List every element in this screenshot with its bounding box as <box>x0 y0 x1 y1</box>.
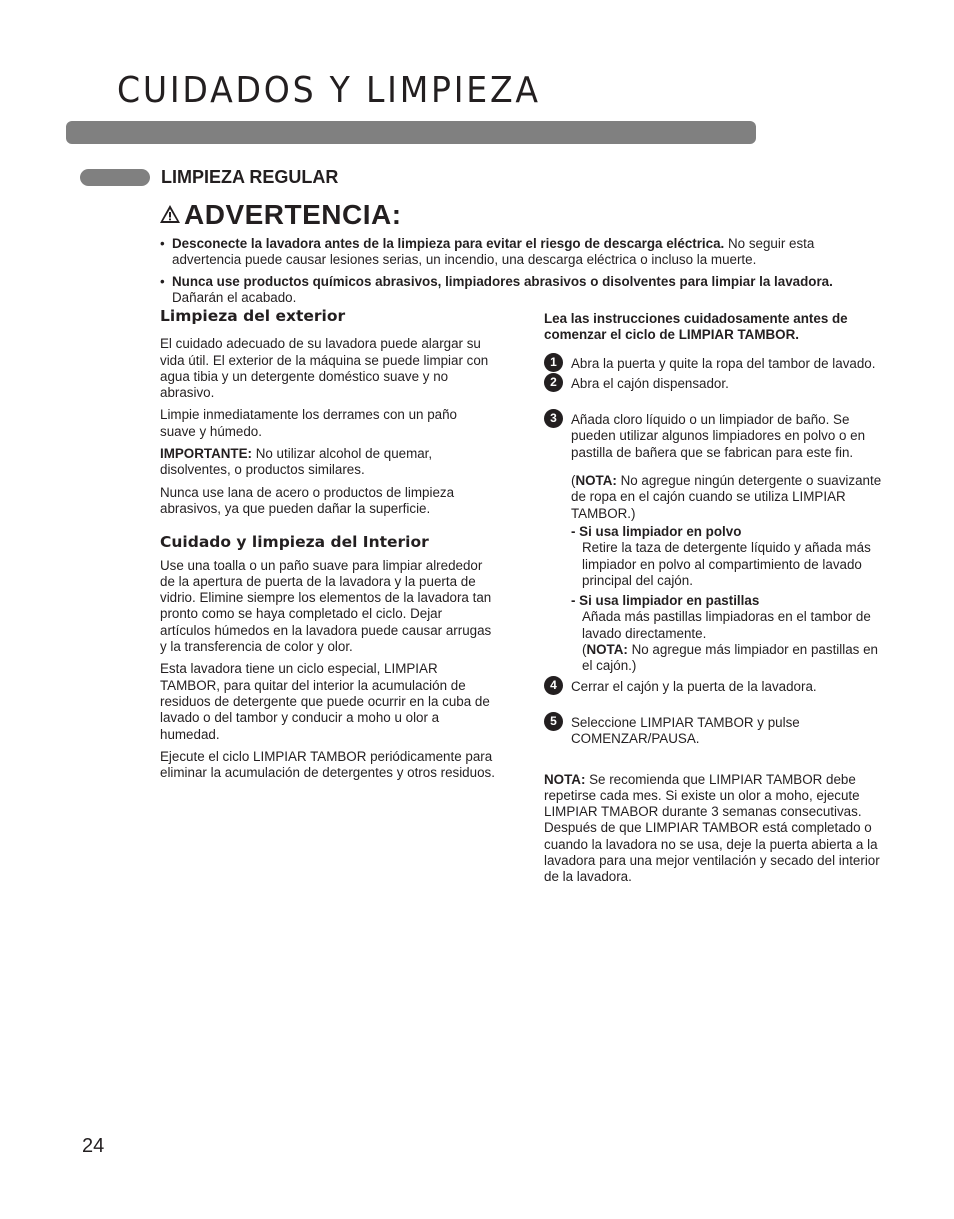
warning-item-text: No seguir esta advertencia puede causar lesiones serias, un incendio, una descarga eléctrica o incluso la muerte. <box>172 236 815 267</box>
exterior-important <box>160 446 496 479</box>
step-note <box>571 473 884 522</box>
note-paren: ( <box>571 473 576 489</box>
step-text: Añada cloro líquido o un limpiador de baño. Se pueden utilizar algunos limpiadores en polvo o en pastilla de bañera que se fabrican para este fin. <box>571 412 866 460</box>
step-number: 1 <box>544 353 563 372</box>
warning-heading-text: ADVERTENCIA: <box>184 199 402 230</box>
warning-item <box>160 236 880 268</box>
exterior-paragraph: El cuidado adecuado de su lavadora puede alargar su vida útil. El exterior de la máquina se puede limpiar con agua tibia y un detergente doméstico suave y no abrasivo. <box>160 336 489 401</box>
warning-item-bold: Nunca use productos químicos abrasivos, limpiadores abrasivos o disolventes para limpiar la lavadora. <box>172 274 833 289</box>
tablet-text: Añada más pastillas limpiadoras en el tambor de lavado directamente. <box>582 609 871 641</box>
warning-heading <box>159 199 402 231</box>
final-note <box>544 772 884 886</box>
title-divider-bar <box>66 121 756 144</box>
warning-item-text: Dañarán el acabado. <box>172 290 297 305</box>
note-text: No agregue ningún detergente o suavizante de ropa en el cajón cuando se utiliza LIMPIAR TAMBOR.) <box>571 473 882 521</box>
warning-list <box>160 236 880 312</box>
warning-triangle-icon <box>159 199 184 231</box>
important-label: IMPORTANTE: <box>160 446 252 462</box>
left-column <box>160 308 496 787</box>
step-4 <box>544 679 884 695</box>
exterior-paragraph: Limpie inmediatamente los derrames con un paño suave y húmedo. <box>160 407 457 439</box>
bullet: • <box>160 274 165 289</box>
interior-paragraph: Esta lavadora tiene un ciclo especial, LIMPIAR TAMBOR, para quitar del interior la acumulación de residuos de detergente que puede ocurrir en la cuba de lavado o del tambor y conducir a moho u olor a humedad. <box>160 661 490 742</box>
warning-item-bold: Desconecte la lavadora antes de la limpieza para evitar el riesgo de descarga eléctrica. <box>172 236 725 251</box>
note-label: NOTA: <box>544 771 586 787</box>
step-number: 2 <box>544 373 563 392</box>
bullet: • <box>160 236 165 251</box>
step-number: 5 <box>544 712 563 731</box>
interior-paragraph: Ejecute el ciclo LIMPIAR TAMBOR periódicamente para eliminar la acumulación de detergentes y otros residuos. <box>160 748 495 781</box>
step-number: 3 <box>544 409 563 428</box>
step-text: Abra el cajón dispensador. <box>571 375 729 391</box>
note-text: No agregue más limpiador en pastillas en el cajón.) <box>582 642 878 674</box>
step-text: Abra la puerta y quite la ropa del tambor de lavado. <box>571 355 876 371</box>
step-1 <box>544 356 884 372</box>
powder-option <box>571 524 884 589</box>
tablet-heading: - Si usa limpiador en pastillas <box>571 593 760 609</box>
step-2 <box>544 376 884 392</box>
interior-heading: Cuidado y limpieza del Interior <box>160 533 429 552</box>
section-heading: LIMPIEZA REGULAR <box>161 167 339 187</box>
page-number: 24 <box>82 1135 105 1157</box>
step-text: Cerrar el cajón y la puerta de la lavadora. <box>571 678 817 694</box>
step-number: 4 <box>544 676 563 695</box>
powder-heading: - Si usa limpiador en polvo <box>571 523 742 539</box>
step-5 <box>544 715 884 748</box>
section-marker-pill <box>80 169 150 186</box>
interior-paragraph: Use una toalla o un paño suave para limpiar alrededor de la apertura de puerta de la lavadora y la puerta de vidrio. Elimine siempre los elementos de la lavadora tan pronto como se haya completado el ciclo. Dejar artículos húmedos en la lavadora puede causar arrugas y la transferencia de color y olor. <box>160 557 492 655</box>
step-text: Seleccione LIMPIAR TAMBOR y pulse COMENZAR/PAUSA. <box>571 714 800 747</box>
right-column <box>544 311 884 886</box>
note-paren: ( <box>582 642 587 658</box>
exterior-paragraph: Nunca use lana de acero o productos de limpieza abrasivos, ya que pueden dañar la superficie. <box>160 484 455 516</box>
note-label: NOTA: <box>586 642 628 658</box>
powder-text: Retire la taza de detergente líquido y añada más limpiador en polvo al compartimiento de lavado principal del cajón. <box>582 540 871 588</box>
note-label: NOTA: <box>575 473 617 489</box>
steps-intro: Lea las instrucciones cuidadosamente antes de comenzar el ciclo de LIMPIAR TAMBOR. <box>544 311 848 343</box>
warning-item <box>160 274 880 306</box>
note-text: Se recomienda que LIMPIAR TAMBOR debe repetirse cada mes. Si existe un olor a moho, ejecute LIMPIAR TMABOR durante 3 semanas consecutivas. Después de que LIMPIAR TAMBOR está completado o cuando la lavadora no se usa, deje la puerta abierta a la lavadora para una mejor ventilación y secado del interior de la lavadora. <box>544 771 880 885</box>
step-3 <box>544 412 884 674</box>
exterior-heading: Limpieza del exterior <box>160 307 346 325</box>
tablet-option <box>571 593 884 674</box>
tablet-note <box>571 642 884 675</box>
page-title: CUIDADOS Y LIMPIEZA <box>117 70 541 111</box>
important-text: No utilizar alcohol de quemar, disolventes, o productos similares. <box>160 446 433 478</box>
